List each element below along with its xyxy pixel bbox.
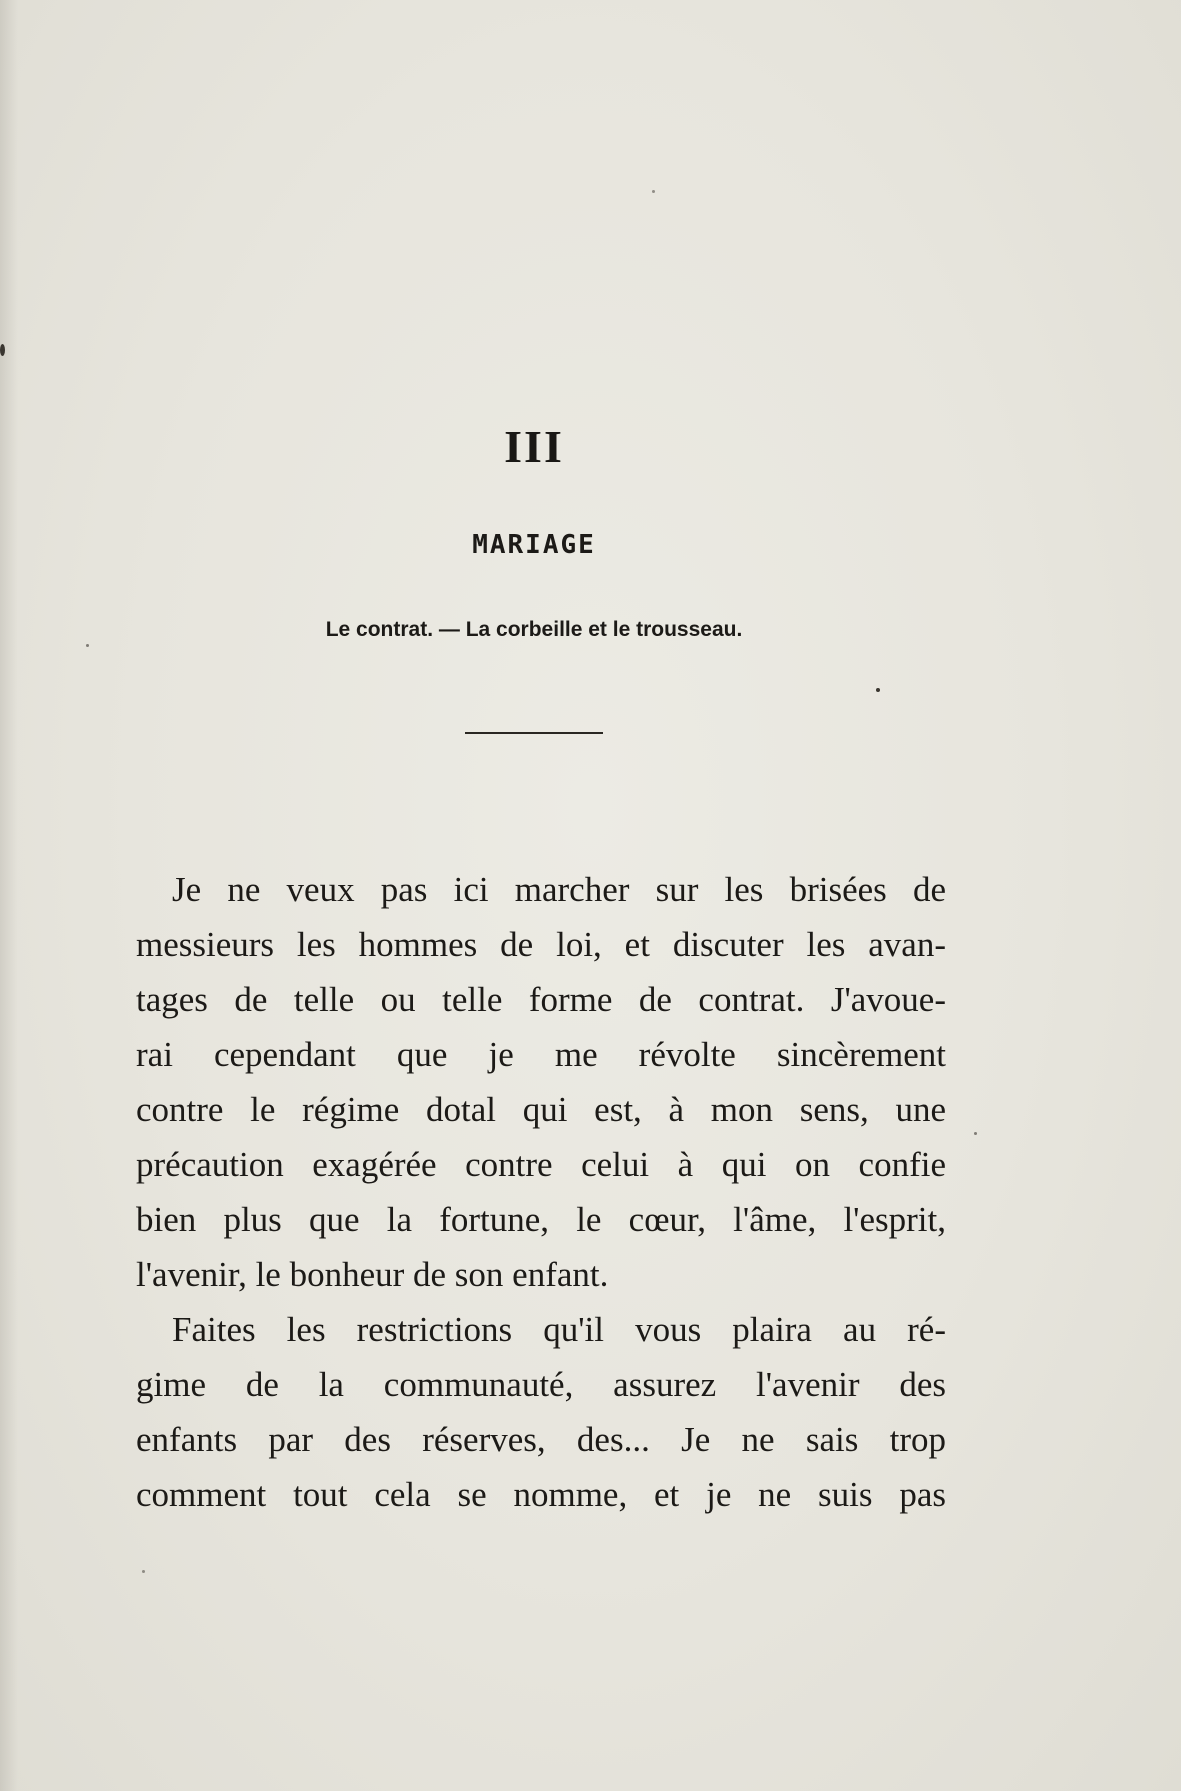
chapter-title: MARIAGE [472,530,596,560]
section-divider-rule [465,732,603,734]
paper-speck [142,1570,145,1573]
text-line: contre le régime dotal qui est, à mon sens, une [136,1090,946,1129]
text-line: gime de la communauté, assurez l'avenir des [136,1365,946,1404]
page-edge-shadow [0,0,18,1791]
text-line: comment tout cela se nomme, et je ne suis pas [136,1475,946,1514]
paragraph-1 [136,862,946,1302]
text-line: Je ne veux pas ici marcher sur les brisées de [172,870,946,909]
text-line: rai cependant que je me révolte sincèrement [136,1035,946,1074]
text-line: bien plus que la fortune, le cœur, l'âme, l'esprit, [136,1200,946,1239]
text-line: Faites les restrictions qu'il vous plaira au ré- [172,1310,946,1349]
text-line: messieurs les hommes de loi, et discuter les avan- [136,925,946,964]
text-line: tages de telle ou telle forme de contrat. J'avoue- [136,980,946,1019]
paper-speck [876,688,880,692]
paper-speck [974,1132,977,1135]
text-line: enfants par des réserves, des... Je ne sais trop [136,1420,946,1459]
text-line: l'avenir, le bonheur de son enfant. [136,1255,609,1294]
chapter-number: III [504,421,564,472]
paragraph-2 [136,1302,946,1522]
paper-speck [652,190,655,193]
paper-speck [0,344,5,356]
body-text [136,862,946,1522]
text-line: précaution exagérée contre celui à qui on confie [136,1145,946,1184]
chapter-subtitle: Le contrat. — La corbeille et le trousseau. [325,618,743,641]
paper-speck [86,644,89,647]
